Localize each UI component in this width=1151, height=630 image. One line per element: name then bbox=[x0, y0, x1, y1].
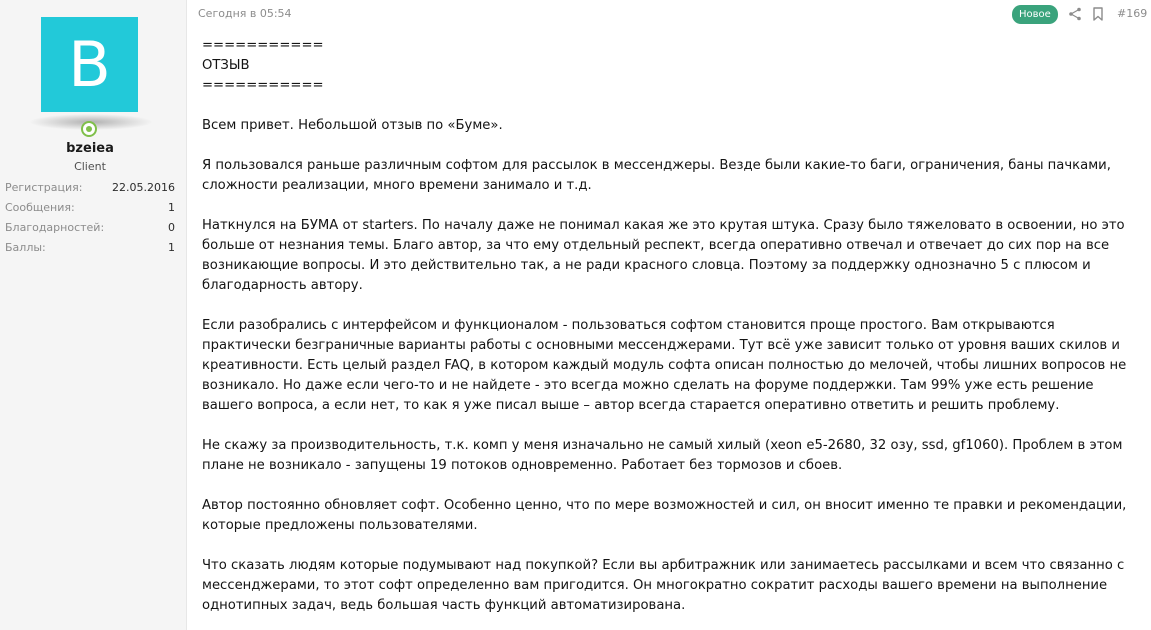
post-main bbox=[187, 0, 1151, 630]
post-paragraph: Автор постоянно обновляет софт. Особенно ценно, что по мере возможностей и сил, он вносит именно те правки и рекомендации, которые предложены пользователями. bbox=[202, 498, 1127, 533]
stat-label: Сообщения: bbox=[5, 201, 75, 214]
new-badge: Новое bbox=[1012, 5, 1058, 24]
stat-label: Благодарностей: bbox=[5, 221, 105, 234]
post-number-link[interactable]: #169 bbox=[1117, 7, 1148, 20]
stat-value: 22.05.2016 bbox=[112, 181, 175, 194]
stat-label: Баллы: bbox=[5, 241, 46, 254]
post-paragraph: Не скажу за производительность, т.к. комп у меня изначально не самый хилый (xeon e5-2680, 32 озу, ssd, gf1060). Проблем в этом плане не возникало - запущены 19 потоков одновременно. Работает без тормозов и сбоев. bbox=[202, 438, 1123, 473]
stat-points bbox=[5, 238, 175, 258]
user-stats bbox=[5, 178, 175, 258]
stat-value: 1 bbox=[168, 201, 175, 214]
post-header-line: =========== bbox=[202, 78, 324, 93]
post-date-link[interactable]: Сегодня в 05:54 bbox=[198, 7, 292, 20]
stat-value: 1 bbox=[168, 241, 175, 254]
stat-value: 0 bbox=[168, 221, 175, 234]
post-paragraph: Если разобрались с интерфейсом и функционалом - пользоваться софтом становится проще простого. Вам открываются практически безграничные варианты работы с основными мессенджерами. Тут всё уже зависит только от уровня ваших скилов и креативности. Есть целый раздел FAQ, в котором каждый модуль софта описан полностью до мелочей, чтобы лишних вопросов не возникало. Но даже если чего-то и не найдете - это всегда можно сделать на форуме поддержки. Там 99% уже есть решение вашего вопроса, а если нет, то как я уже писал выше – автор всегда старается оперативно ответить и решить проблему. bbox=[202, 318, 1127, 413]
post-header-line: ОТЗЫВ bbox=[202, 58, 250, 73]
stat-registration bbox=[5, 178, 175, 198]
online-status-icon bbox=[81, 121, 97, 137]
post-paragraph: Что сказать людям которые подумывают над покупкой? Если вы арбитражник или занимаетесь рассылками и всем что связанно с мессенджерами, то этот софт определенно вам пригодится. Он многократно сократит расходы вашего времени на выполнение однотипных задач, ведь большая часть функций автоматизирована. bbox=[202, 558, 1125, 613]
post-paragraph: Наткнулся на БУМА от starters. По началу даже не понимал какая же это крутая штука. Сразу было тяжеловато в освоении, но это больше от незнания темы. Благо автор, за что ему отдельный респект, всегда оперативно отвечал и отвечает до сих пор на все возникающие вопросы. И это действительно так, а не ради красного словца. Поэтому за поддержку однозначно 5 с плюсом и благодарность автору. bbox=[202, 218, 1125, 293]
stat-label: Регистрация: bbox=[5, 181, 83, 194]
user-title: Client bbox=[74, 160, 106, 173]
post-paragraph: Всем привет. Небольшой отзыв по «Буме». bbox=[202, 118, 503, 133]
bookmark-icon[interactable] bbox=[1090, 6, 1106, 22]
share-icon[interactable] bbox=[1067, 6, 1083, 22]
post-paragraph: Я пользовался раньше различным софтом для рассылок в мессенджеры. Везде были какие-то баги, ограничения, баны пачками, сложности реализации, много времени занимало и т.д. bbox=[202, 158, 1111, 193]
stat-messages bbox=[5, 198, 175, 218]
post-body bbox=[202, 36, 1142, 630]
user-panel bbox=[0, 0, 187, 630]
stat-thanks bbox=[5, 218, 175, 238]
avatar[interactable]: B bbox=[41, 17, 138, 112]
username-link[interactable]: bzeiea bbox=[66, 141, 114, 156]
post-header-line: =========== bbox=[202, 38, 324, 53]
